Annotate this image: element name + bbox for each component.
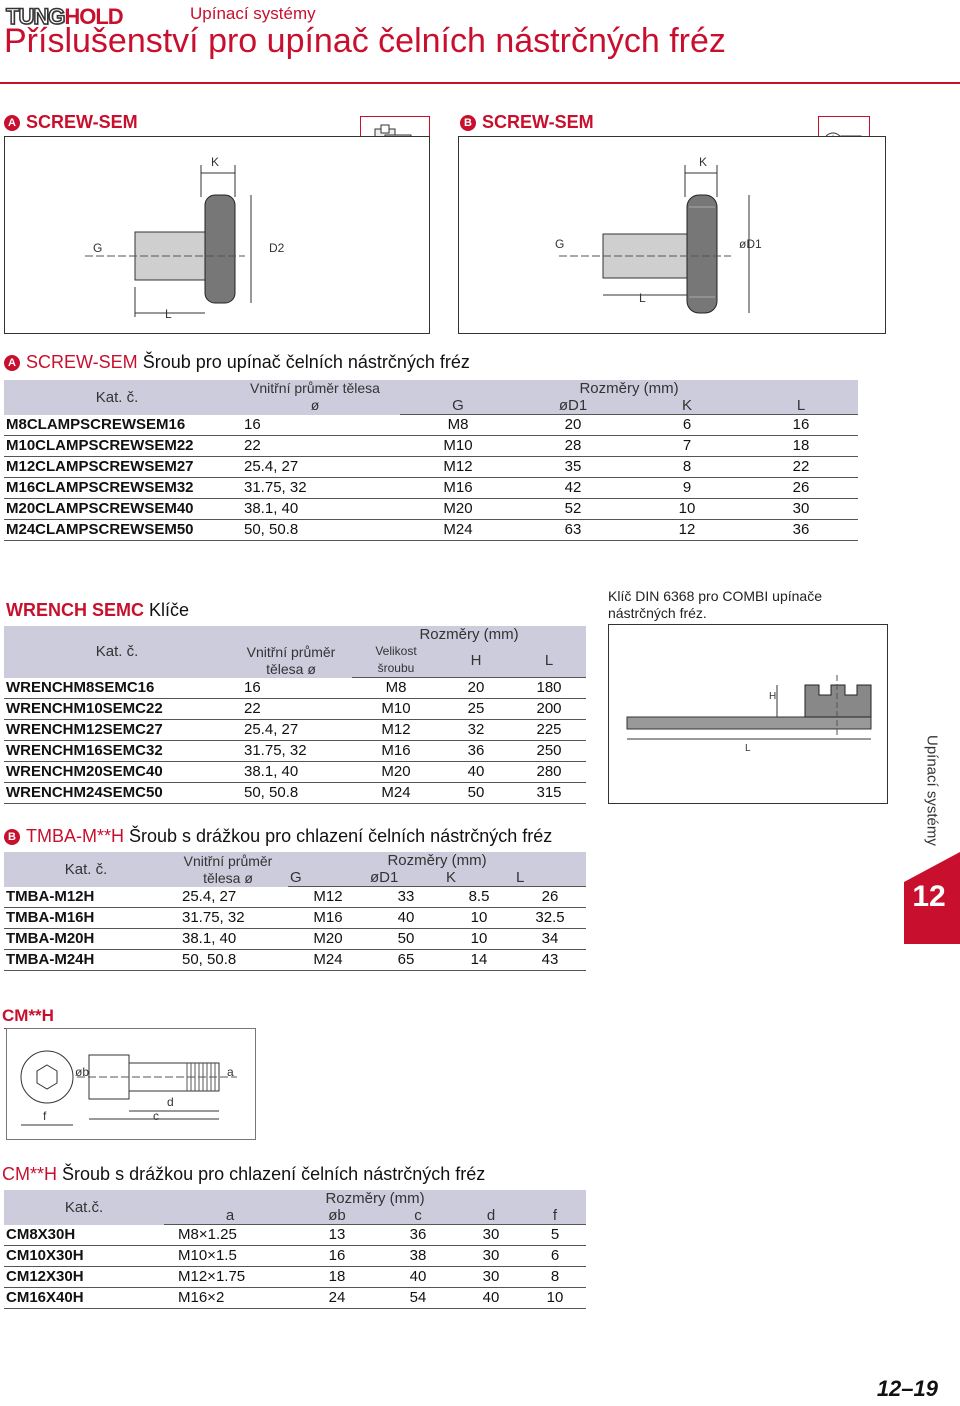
table-row — [4, 1225, 586, 1246]
value-cell: M8×1.25 — [164, 1225, 296, 1246]
value-cell: M16×2 — [164, 1288, 296, 1309]
value-cell: M24 — [288, 950, 368, 971]
figure-b-name: SCREW-SEM — [482, 112, 594, 132]
value-cell: 34 — [514, 929, 586, 950]
value-cell: 6 — [630, 415, 744, 436]
table-row — [4, 415, 858, 436]
table-row — [4, 887, 586, 908]
th-kat: Kat. č. — [4, 380, 230, 415]
figure-b-heading — [460, 112, 594, 133]
value-cell: M12×1.75 — [164, 1267, 296, 1288]
tmba-table-heading — [4, 826, 552, 847]
value-cell: M24 — [400, 520, 516, 541]
value-cell: 31.75, 32 — [230, 478, 400, 499]
wrench-caption: Klíč DIN 6368 pro COMBI upínače nástrčných fréz. — [608, 588, 822, 621]
th-inner-diameter — [230, 380, 400, 415]
figure-a-label-g: G — [93, 241, 103, 255]
value-cell: 25.4, 27 — [230, 457, 400, 478]
screw-sem-table — [4, 380, 858, 541]
catalog-code-cell: WRENCHM20SEMC40 — [4, 762, 230, 783]
figure-b-label-l: L — [639, 291, 646, 305]
wrench-label-h: H — [769, 691, 777, 702]
figure-a-label-k: K — [211, 155, 220, 169]
th-dims: Rozměry (mm) — [164, 1190, 586, 1207]
value-cell: 18 — [296, 1267, 378, 1288]
th-dims: Rozměry (mm) — [288, 852, 586, 869]
value-cell: M12 — [352, 720, 440, 741]
catalog-code-cell: M12CLAMPSCREWSEM27 — [4, 457, 230, 478]
header-subtitle: Upínací systémy — [190, 4, 316, 23]
th-kat: Kat.č. — [4, 1190, 164, 1225]
value-cell: 280 — [512, 762, 586, 783]
catalog-code-cell: WRENCHM8SEMC16 — [4, 678, 230, 699]
value-cell: M16 — [352, 741, 440, 762]
cm-table-code: CM**H — [2, 1164, 58, 1184]
figure-a-label-d2: D2 — [269, 241, 285, 255]
th-d1: øD1 — [368, 869, 444, 887]
value-cell: 10 — [524, 1288, 586, 1309]
badge-a-table: A — [4, 355, 20, 371]
value-cell: 38.1, 40 — [168, 929, 288, 950]
value-cell: 52 — [516, 499, 630, 520]
value-cell: 18 — [744, 436, 858, 457]
tmba-table-title: Šroub s drážkou pro chlazení čelních nástrčných fréz — [129, 826, 553, 846]
value-cell: M20 — [352, 762, 440, 783]
table-row — [4, 741, 586, 762]
value-cell: 200 — [512, 699, 586, 720]
logo-part-hold: HOLD — [64, 4, 123, 29]
table-row — [4, 1267, 586, 1288]
table-row — [4, 457, 858, 478]
value-cell: 54 — [378, 1288, 458, 1309]
th-inner-diameter — [230, 626, 352, 678]
cm-table-heading — [2, 1164, 485, 1185]
th-inner-label: Vnitřní průměr — [246, 643, 336, 660]
catalog-code-cell: WRENCHM16SEMC32 — [4, 741, 230, 762]
th-g: G — [400, 397, 516, 415]
th-k: K — [444, 869, 514, 887]
value-cell: 26 — [744, 478, 858, 499]
value-cell: 31.75, 32 — [230, 741, 352, 762]
value-cell: 28 — [516, 436, 630, 457]
catalog-code-cell: CM10X30H — [4, 1246, 164, 1267]
value-cell: M24 — [352, 783, 440, 804]
catalog-code-cell: WRENCHM12SEMC27 — [4, 720, 230, 741]
tmba-table — [4, 852, 586, 971]
th-kat: Kat. č. — [4, 852, 168, 887]
value-cell: 12 — [630, 520, 744, 541]
value-cell: M8 — [400, 415, 516, 436]
cm-label-ob: øb — [75, 1065, 90, 1079]
value-cell: 50, 50.8 — [168, 950, 288, 971]
value-cell: 10 — [444, 908, 514, 929]
value-cell: M12 — [400, 457, 516, 478]
screw-table-title: Šroub pro upínač čelních nástrčných fréz — [142, 352, 470, 372]
figure-b-drawing — [458, 136, 886, 334]
th-size — [352, 643, 440, 678]
wrench-label-l: L — [745, 743, 751, 754]
value-cell: M16 — [400, 478, 516, 499]
catalog-code-cell: TMBA-M12H — [4, 887, 168, 908]
value-cell: 8 — [630, 457, 744, 478]
cm-label-a: a — [227, 1065, 234, 1079]
value-cell: 36 — [744, 520, 858, 541]
value-cell: 6 — [524, 1246, 586, 1267]
wrench-table-body — [4, 678, 586, 804]
value-cell: 33 — [368, 887, 444, 908]
catalog-code-cell: WRENCHM24SEMC50 — [4, 783, 230, 804]
table-row — [4, 783, 586, 804]
catalog-code-cell: WRENCHM10SEMC22 — [4, 699, 230, 720]
wrench-table-code: WRENCH SEMC — [6, 600, 144, 620]
figure-b-label-d1: øD1 — [739, 237, 762, 251]
value-cell: 16 — [230, 415, 400, 436]
table-row — [4, 678, 586, 699]
screw-sem-b-drawing — [459, 137, 885, 333]
value-cell: 40 — [458, 1288, 524, 1309]
value-cell: 65 — [368, 950, 444, 971]
catalog-code-cell: M8CLAMPSCREWSEM16 — [4, 415, 230, 436]
th-l: L — [744, 397, 858, 415]
table-row — [4, 720, 586, 741]
th-k: K — [630, 397, 744, 415]
badge-b-table: B — [4, 829, 20, 845]
th-h: H — [440, 643, 512, 678]
th-l: L — [512, 643, 586, 678]
table-row — [4, 499, 858, 520]
badge-b: B — [460, 115, 476, 131]
figure-a-label-l: L — [165, 307, 172, 321]
value-cell: 10 — [630, 499, 744, 520]
wrench-table-title: Klíče — [149, 600, 190, 620]
th-inner-label-2: ø — [310, 397, 320, 414]
value-cell: 30 — [458, 1225, 524, 1246]
table-row — [4, 436, 858, 457]
value-cell: 25.4, 27 — [168, 887, 288, 908]
catalog-code-cell: TMBA-M24H — [4, 950, 168, 971]
cm-table-body — [4, 1225, 586, 1309]
value-cell: 50, 50.8 — [230, 520, 400, 541]
cm-table-title: Šroub s drážkou pro chlazení čelních nástrčných fréz — [62, 1164, 486, 1184]
value-cell: 315 — [512, 783, 586, 804]
value-cell: 22 — [230, 699, 352, 720]
catalog-code-cell: M20CLAMPSCREWSEM40 — [4, 499, 230, 520]
th-l: L — [514, 869, 586, 887]
value-cell: M10×1.5 — [164, 1246, 296, 1267]
value-cell: 32 — [440, 720, 512, 741]
th-g: G — [288, 869, 368, 887]
header-rule — [0, 82, 960, 84]
value-cell: M12 — [288, 887, 368, 908]
table-row — [4, 908, 586, 929]
catalog-code-cell: CM16X40H — [4, 1288, 164, 1309]
value-cell: 5 — [524, 1225, 586, 1246]
value-cell: M10 — [352, 699, 440, 720]
table-row — [4, 1246, 586, 1267]
tmba-table-body — [4, 887, 586, 971]
figure-a-heading — [4, 112, 138, 133]
value-cell: 38.1, 40 — [230, 762, 352, 783]
table-row — [4, 950, 586, 971]
value-cell: 20 — [440, 678, 512, 699]
th-inner-label-2: tělesa ø — [266, 660, 316, 677]
th-inner-label: Vnitřní průměr — [183, 852, 273, 869]
value-cell: 38.1, 40 — [230, 499, 400, 520]
value-cell: 16 — [230, 678, 352, 699]
value-cell: 14 — [444, 950, 514, 971]
table-row — [4, 520, 858, 541]
page-number: 12–19 — [876, 1376, 938, 1401]
chapter-tab-label-wrap — [910, 730, 954, 850]
screw-table-body — [4, 415, 858, 541]
value-cell: 30 — [744, 499, 858, 520]
value-cell: 36 — [440, 741, 512, 762]
figure-a-name: SCREW-SEM — [26, 112, 138, 132]
catalog-code-cell: CM12X30H — [4, 1267, 164, 1288]
value-cell: 25.4, 27 — [230, 720, 352, 741]
value-cell: 40 — [440, 762, 512, 783]
value-cell: 50 — [440, 783, 512, 804]
wrench-figure — [608, 624, 888, 804]
value-cell: 7 — [630, 436, 744, 457]
value-cell: 40 — [368, 908, 444, 929]
wrench-drawing — [609, 625, 887, 803]
value-cell: 16 — [744, 415, 858, 436]
value-cell: 32.5 — [514, 908, 586, 929]
th-d: d — [458, 1207, 524, 1225]
value-cell: 35 — [516, 457, 630, 478]
table-row — [4, 478, 858, 499]
catalog-code-cell: TMBA-M20H — [4, 929, 168, 950]
value-cell: 26 — [514, 887, 586, 908]
value-cell: 22 — [230, 436, 400, 457]
value-cell: 25 — [440, 699, 512, 720]
th-a: a — [164, 1207, 296, 1225]
th-size-label: Velikost — [375, 644, 417, 658]
value-cell: 30 — [458, 1267, 524, 1288]
value-cell: 8.5 — [444, 887, 514, 908]
th-d1: øD1 — [516, 397, 630, 415]
screw-table-code: SCREW-SEM — [26, 352, 138, 372]
page-title: Příslušenství pro upínač čelních nástrčných fréz — [4, 22, 726, 60]
value-cell: 225 — [512, 720, 586, 741]
logo-part-tung: TUNG — [6, 4, 65, 29]
th-inner-diameter — [168, 852, 288, 887]
value-cell: 42 — [516, 478, 630, 499]
cm-figure — [6, 1028, 256, 1140]
value-cell: 40 — [378, 1267, 458, 1288]
value-cell: 50, 50.8 — [230, 783, 352, 804]
value-cell: M16 — [288, 908, 368, 929]
value-cell: 13 — [296, 1225, 378, 1246]
catalog-code-cell: M24CLAMPSCREWSEM50 — [4, 520, 230, 541]
catalog-code-cell: M10CLAMPSCREWSEM22 — [4, 436, 230, 457]
th-ob: øb — [296, 1207, 378, 1225]
value-cell: M10 — [400, 436, 516, 457]
value-cell: 31.75, 32 — [168, 908, 288, 929]
value-cell: M8 — [352, 678, 440, 699]
cm-label-f: f — [43, 1109, 47, 1123]
figure-a-drawing — [4, 136, 430, 334]
value-cell: 30 — [458, 1246, 524, 1267]
th-size-label-2: šroubu — [377, 661, 415, 675]
value-cell: 8 — [524, 1267, 586, 1288]
table-row — [4, 762, 586, 783]
catalog-code-cell: M16CLAMPSCREWSEM32 — [4, 478, 230, 499]
cm-label-d: d — [167, 1095, 174, 1109]
value-cell: 180 — [512, 678, 586, 699]
value-cell: 24 — [296, 1288, 378, 1309]
cm-section-heading: CM**H — [2, 1006, 54, 1025]
chapter-number: 12 — [912, 880, 946, 913]
value-cell: 16 — [296, 1246, 378, 1267]
th-dims: Rozměry (mm) — [400, 380, 858, 397]
value-cell: M20 — [400, 499, 516, 520]
value-cell: 250 — [512, 741, 586, 762]
th-dims: Rozměry (mm) — [352, 626, 586, 643]
th-inner-label-2: tělesa ø — [203, 869, 253, 886]
value-cell: 10 — [444, 929, 514, 950]
table-row — [4, 1288, 586, 1309]
value-cell: 36 — [378, 1225, 458, 1246]
screw-table-heading — [4, 352, 470, 373]
value-cell: M20 — [288, 929, 368, 950]
th-f: f — [524, 1207, 586, 1225]
chapter-tab-label: Upínací systémy — [923, 734, 941, 846]
value-cell: 43 — [514, 950, 586, 971]
cm-table — [4, 1190, 586, 1309]
catalog-code-cell: CM8X30H — [4, 1225, 164, 1246]
figure-b-label-k: K — [699, 155, 708, 169]
value-cell: 22 — [744, 457, 858, 478]
catalog-code-cell: TMBA-M16H — [4, 908, 168, 929]
th-c: c — [378, 1207, 458, 1225]
wrench-table-heading — [6, 600, 189, 621]
value-cell: 50 — [368, 929, 444, 950]
table-row — [4, 929, 586, 950]
figure-b-label-g: G — [555, 237, 565, 251]
table-row — [4, 699, 586, 720]
cm-label-c: c — [153, 1109, 159, 1123]
value-cell: 20 — [516, 415, 630, 436]
wrench-table — [4, 626, 586, 804]
th-kat: Kat. č. — [4, 626, 230, 678]
th-inner-label: Vnitřní průměr tělesa — [250, 380, 380, 397]
tmba-table-code: TMBA-M**H — [26, 826, 124, 846]
badge-a: A — [4, 115, 20, 131]
value-cell: 38 — [378, 1246, 458, 1267]
value-cell: 9 — [630, 478, 744, 499]
value-cell: 63 — [516, 520, 630, 541]
chapter-tab — [904, 730, 960, 944]
